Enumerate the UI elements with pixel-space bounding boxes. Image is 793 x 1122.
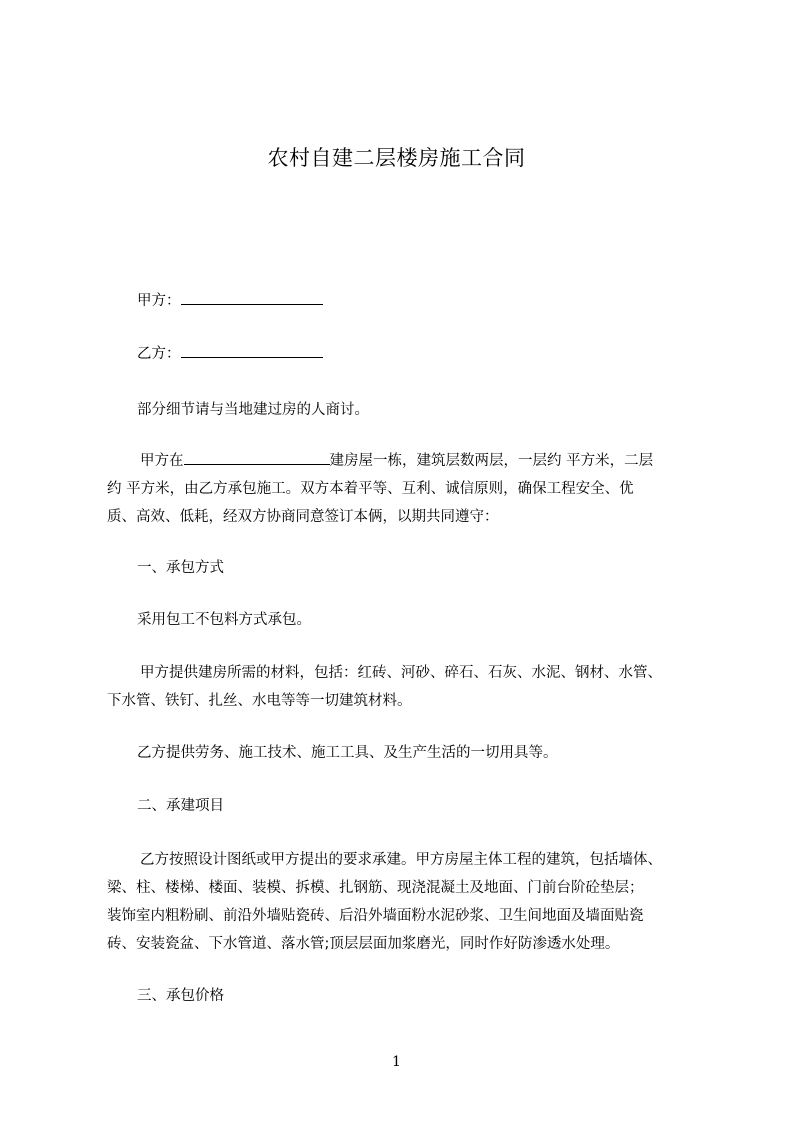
section-1-paragraph-1: 采用包工不包料方式承包。 xyxy=(137,612,311,628)
party-a-line xyxy=(107,287,757,315)
section-1-paragraph-2-line-1: 甲方提供建房所需的材料，包括：红砖、河砂、碎石、石灰、水泥、钢材、水管、 xyxy=(140,665,662,681)
section-2-paragraph-line-4: 砖、安装瓷盆、下水管道、落水管;顶层层面加浆磨光，同时作好防渗透水处理。 xyxy=(107,936,620,952)
section-1-paragraph-3: 乙方提供劳务、施工技术、施工工具、及生产生活的一切用具等。 xyxy=(137,745,558,761)
page-number: 1 xyxy=(392,1054,401,1070)
section-3-heading: 三、承包价格 xyxy=(137,988,224,1004)
section-2-paragraph-line-1: 乙方按照设计图纸或甲方提出的要求承建。甲方房屋主体工程的建筑，包括墙体、 xyxy=(140,852,662,868)
party-a-blank xyxy=(181,287,323,305)
intro-line-1 xyxy=(107,447,760,475)
party-b-line xyxy=(107,340,757,368)
party-a-label: 甲方： xyxy=(137,293,181,309)
intro-line-2: 约 平方米，由乙方承包施工。双方本着平等、互利、诚信原则，确保工程安全、优 xyxy=(107,481,634,497)
section-1-paragraph-2-line-2: 下水管、铁钉、扎丝、水电等等一切建筑材料。 xyxy=(107,693,412,709)
party-b-blank xyxy=(181,340,323,358)
document-title: 农村自建二层楼房施工合同 xyxy=(267,146,526,170)
section-2-paragraph-line-3: 装饰室内粗粉刷、前沿外墙贴瓷砖、后沿外墙面粉水泥砂浆、卫生间地面及墙面贴瓷 xyxy=(107,908,644,924)
location-blank xyxy=(184,447,330,465)
intro-line-3: 质、高效、低耗，经双方协商同意签订本俩，以期共同遵守： xyxy=(107,509,499,525)
section-2-paragraph-line-2: 梁、柱、楼梯、楼面、装模、拆模、扎钢筋、现浇混凝土及地面、门前台阶砼垫层； xyxy=(107,880,644,896)
intro-suffix: 建房屋一栋，建筑层数两层，一层约 平方米，二层 xyxy=(329,453,654,469)
section-2-heading: 二、承建项目 xyxy=(137,798,224,814)
section-1-heading: 一、承包方式 xyxy=(137,560,224,576)
note-paragraph: 部分细节请与当地建过房的人商讨。 xyxy=(137,402,369,418)
party-b-label: 乙方： xyxy=(137,346,181,362)
intro-prefix: 甲方在 xyxy=(140,453,184,469)
